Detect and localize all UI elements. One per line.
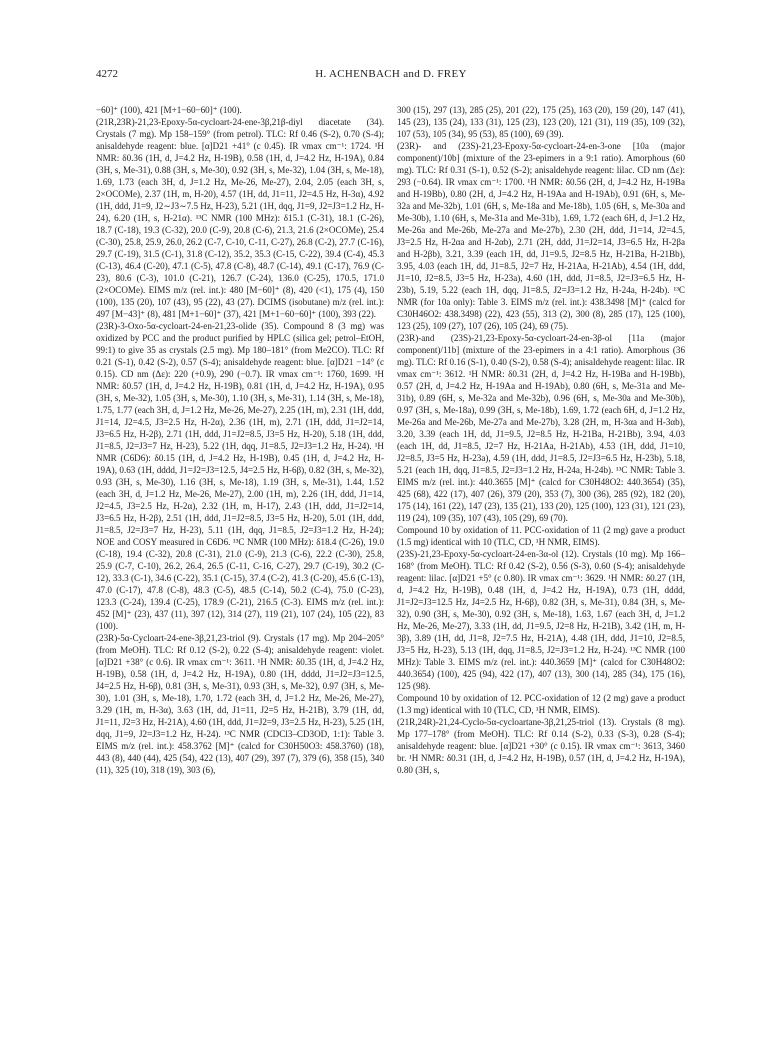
- paragraph: 300 (15), 297 (13), 285 (25), 201 (22), 175 (25), 163 (20), 159 (20), 147 (41), 145 (23), 135 (24), 133 (31), 125 (23), 123 (20), 121 (31), 119 (35), 109 (32), 107 (53), 105 (34), 95 (53), 85 (100), 69 (39).: [397, 105, 685, 139]
- paragraph: (21R,23R)-21,23-Epoxy-5α-cycloart-24-ene-3β,21β-diyl diacetate (34). Crystals (7 mg). Mp 158–159° (from petrol). TLC: Rf 0.46 (S-2), 0.70 (S-4); anisaldehyde reagent: blue. [α]D21 +41° (c 0.45). IR νmax cm⁻¹: 1724. ¹H NMR: δ0.36 (1H, d, J=4.2 Hz, H-19B), 0.58 (1H, d, J=4.2 Hz, H-19A), 0.84 (3H, s, Me-31), 0.88 (3H, s, Me-30), 0.92 (3H, s, Me-32), 1.04 (3H, s, Me-18), 1.69, 1.73 (each 3H, d, J=1.2 Hz, Me-26, Me-27), 2.04, 2.05 (each 3H, s, 2×OCOMe), 2.37 (1H, m, H-20), 4.57 (1H, dd, J1=11, J2=4.5 Hz, H-3α), 4.92 (1H, ddd, J1=9, J2∼J3∼7.5 Hz, H-23), 5.21 (1H, dqq, J1=9, J2=J3=1.2 Hz, H-24), 6.20 (1H, s, H-21α). ¹³C NMR (100 MHz): δ15.1 (C-31), 18.1 (C-26), 18.7 (C-18), 19.3 (C-32), 20.0 (C-9), 20.8 (C-6), 21.3, 21.6 (2×OCOMe), 25.4 (C-30), 25.8, 25.9, 26.0, 26.2 (C-7, C-10, C-11, C-27), 26.8 (C-2), 27.7 (C-16), 29.7 (C-19), 31.5 (C-1), 31.8 (C-12), 35.2, 35.3 (C-15, C-22), 39.4 (C-4), 45.3 (C-13), 46.4 (C-20), 47.1 (C-5), 47.8 (C-8), 48.7 (C-14), 49.1 (C-17), 76.9 (C-23), 80.6 (C-3), 101.0 (C-21), 126.7 (C-24), 136.0 (C-25), 170.5, 171.0 (2×OCOMe). EIMS m/z (rel. int.): 480 [M−60]⁺ (8), 420 (<1), 175 (4), 150 (100), 135 (20), 107 (43), 95 (22), 43 (27). DCIMS (isobutane) m/z (rel. int.): 497 [M−43]⁺ (8), 481 [M+1−60]⁺ (37), 421 [M+1−60−60]⁺ (100), 393 (22).: [96, 117, 384, 319]
- paragraph: (23S)-21,23-Epoxy-5α-cycloart-24-en-3α-ol (12). Crystals (10 mg). Mp 166–168° (from MeOH). TLC: Rf 0.42 (S-2), 0.56 (S-3), 0.60 (S-4); anisaldehyde reagent: lilac. [α]D21 +5° (c 0.80). IR νmax cm⁻¹: 3629. ¹H NMR: δ0.27 (1H, d, J=4.2 Hz, H-19B), 0.48 (1H, d, J=4.2 Hz, H-19A), 0.73 (1H, dddd, J1=J2=J3=12.5 Hz, J4=2.5 Hz, H-6β), 0.82 (3H, s, Me-31), 0.84 (3H, s, Me-32), 0.90 (3H, s, Me-30), 0.92 (3H, s, Me-18), 1.63, 1.67 (each 3H, d, J=1.2 Hz, Me-26, Me-27), 3.33 (1H, dd, J1=9.5, J2=8 Hz, H-21B), 3.42 (1H, m, H-3β), 3.89 (1H, dd, J1=8, J2=7.5 Hz, H-21A), 4.48 (1H, ddd, J1=10, J2=8.5, J3=5 Hz, H-23), 5.13 (1H, dqq, J1=8.5, J2=J3=1.2 Hz, H-24). ¹³C NMR (100 MHz): Table 3. EIMS m/z (rel. int.): 440.3659 [M]⁺ (calcd for C30H48O2: 440.3654) (100), 425 (94), 422 (17), 407 (13), 300 (14), 285 (34), 175 (16), 125 (98).: [397, 549, 685, 691]
- page-header: [96, 68, 686, 84]
- right-column: [397, 104, 685, 1044]
- paragraph: (21R,24R)-21,24-Cyclo-5α-cycloartane-3β,21,25-triol (13). Crystals (8 mg). Mp 177–178° (from MeOH). TLC: Rf 0.14 (S-2), 0.33 (S-3), 0.28 (S-4); anisaldehyde reagent: blue. [α]D21 +30° (c 0.15). IR νmax cm⁻¹: 3613, 3460 br. ¹H NMR: δ0.31 (1H, d, J=4.2 Hz, H-19B), 0.57 (1H, d, J=4.2 Hz, H-19A), 0.80 (3H, s,: [397, 717, 685, 775]
- left-column: [96, 104, 384, 1044]
- paragraph: Compound 10 by oxidation of 12. PCC-oxidation of 12 (2 mg) gave a product (1.3 mg) identical with 10 (TLC, CD, ¹H NMR, EIMS).: [397, 693, 685, 715]
- paragraph: (23R)-3-Oxo-5α-cycloart-24-en-21,23-olide (35). Compound 8 (3 mg) was oxidized by PCC and the product purified by HPLC (silica gel; petrol–EtOH, 99:1) to give 35 as crystals (2.5 mg). Mp 180–181° (from Me2CO). TLC: Rf 0.21 (S-1), 0.42 (S-2), 0.57 (S-4); anisaldehyde reagent: blue. [α]D21 −14° (c 0.15). CD nm (Δε): 220 (+0.9), 290 (−0.7). IR νmax cm⁻¹: 1760, 1699. ¹H NMR: δ0.57 (1H, d, J=4.2 Hz, H-19B), 0.81 (1H, d, J=4.2 Hz, H-19A), 0.95 (3H, s, Me-32), 1.05 (3H, s, Me-30), 1.10 (3H, s, Me-31), 1.14 (3H, s, Me-18), 1.75, 1.77 (each 3H, d, J=1.2 Hz, Me-26, Me-27), 2.25 (1H, m), 2.31 (1H, ddd, J1=14, J2=4.5, J3=2.5 Hz, H-2α), 2.36 (1H, m), 2.71 (1H, ddd, J1=J2=14, J3=6.5 Hz, H-2β), 2.71 (1H, ddd, J1=J2=8.5, J3=5 Hz, H-20), 5.18 (1H, ddd, J1=8.5, J2=J3=7 Hz, H-23), 5.22 (1H, dqq, J1=8.5, J2=J3=1.2 Hz, H-24). ¹H NMR (C6D6): δ0.15 (1H, d, J=4.2 Hz, H-19B), 0.45 (1H, d, J=4.2 Hz, H-19A), 0.63 (1H, dddd, J1=J2=J3=12.5, J4=2.5 Hz, H-6β), 0.82 (3H, s, Me-32), 0.93 (3H, s, Me-30), 1.16 (3H, s, Me-18), 1.19 (3H, s, Me-31), 1.44, 1.52 (each 3H, d, J=1.2 Hz, Me-26, Me-27), 2.00 (1H, m), 2.26 (1H, ddd, J1=14, J2=4.5, J3=2.5 Hz, H-2α), 2.32 (1H, m, H-17), 2.43 (1H, ddd, J1=J2=14, J3=6.5 Hz, H-2β), 2.51 (1H, ddd, J1=J2=8.5, J3=5 Hz, H-20), 5.01 (1H, ddd, J1=8.5, J2=J3=7 Hz, H-23), 5.11 (1H, dqq, J1=8.5, J2=J3=1.2 Hz, H-24); NOE and COSY measured in C6D6. ¹³C NMR (100 MHz): δ18.4 (C-26), 19.0 (C-18), 19.4 (C-32), 20.8 (C-31), 21.0 (C-9), 21.3 (C-6), 22.2 (C-30), 25.8, 25.9 (C-7, C-10), 26.2, 26.4, 26.5 (C-11, C-16, C-27), 29.7 (C-19), 30.2 (C-12), 33.3 (C-1), 34.6 (C-22), 35.1 (C-15), 37.4 (C-2), 41.3 (C-20), 45.6 (C-13), 47.0 (C-17), 47.8 (C-8), 48.3 (C-5), 48.5 (C-14), 50.2 (C-4), 75.0 (C-23), 123.3 (C-24), 139.4 (C-25), 178.9 (C-21), 216.5 (C-3). EIMS m/z (rel. int.): 452 [M]⁺ (23), 437 (11), 397 (12), 314 (27), 119 (21), 107 (24), 105 (22), 83 (100).: [96, 321, 384, 631]
- paragraph: (23R)- and (23S)-21,23-Epoxy-5α-cycloart-24-en-3-one [10a (major component)/10b] (mixture of the 23-epimers in a 9:1 ratio). Amorphous (60 mg). TLC: Rf 0.31 (S-1), 0.52 (S-2); anisaldehyde reagent: lilac. CD nm (Δε): 293 (−0.64). IR νmax cm⁻¹: 1700. ¹H NMR: δ0.56 (2H, d, J=4.2 Hz, H-19Ba and H-19Bb), 0.80 (2H, d, J=4.2 Hz, H-19Aa and H-19Ab), 0.91 (6H, s, Me-32a and Me-32b), 1.01 (6H, s, Me-18a and Me-18b), 1.05 (6H, s, Me-30a and Me-30b), 1.10 (6H, s, Me-31a and Me-31b), 1.69, 1.72 (each 6H, d, J=1.2 Hz, Me-26a and Me-26b, Me-27a and Me-27b), 2.30 (2H, ddd, J1=14, J2=4.5, J3=2.5 Hz, H-2αa and H-2αb), 2.71 (2H, ddd, J1=J2=14, J3=6.5 Hz, H-2βa and H-2βb), 3.21, 3.39 (each 1H, dd, J1=9.5, J2=8.5 Hz, H-21Ba, H-21Bb), 3.95, 4.03 (each 1H, dd, J1=8.5, J2=7 Hz, H-21Aa, H-21Ab), 4.54 (1H, ddd, J1=10, J2=8.5, J3=5 Hz, H-23a), 4.60 (1H, ddd, J1=8.5, J2=J3=6.5 Hz, H-23b), 5.19, 5.22 (each 1H, dqq, J1=8.5, J2=J3=1.2 Hz, H-24a, H-24b). ¹³C NMR (for 10a only): Table 3. EIMS m/z (rel. int.): 438.3498 [M]⁺ (calcd for C30H46O2: 438.3498) (22), 423 (55), 313 (2), 300 (8), 285 (17), 125 (100), 123 (25), 109 (27), 107 (26), 105 (24), 69 (75).: [397, 141, 685, 331]
- running-head: H. ACHENBACH and D. FREY: [315, 68, 467, 80]
- paragraph: −60]⁺ (100), 421 [M+1−60−60]⁺ (100).: [96, 105, 242, 115]
- paragraph: (23R)-and (23S)-21,23-Epoxy-5α-cycloart-24-en-3β-ol [11a (major component)/11b] (mixture of the 23-epimers in a 4:1 ratio). Amorphous (36 mg). TLC: Rf 0.16 (S-1), 0.40 (S-2), 0.58 (S-4); anisaldehyde reagent: lilac. IR νmax cm⁻¹: 3612. ¹H NMR: δ0.31 (2H, d, J=4.2 Hz, H-19Ba and H-19Bb), 0.57 (2H, d, J=4.2 Hz, H-19Aa and H-19Ab), 0.80 (6H, s, Me-31a and Me-31b), 0.89 (6H, s, Me-32a and Me-32b), 0.96 (6H, s, Me-30a and Me-30b), 0.97 (3H, s, Me-18a), 0.99 (3H, s, Me-18b), 1.69, 1.72 (each 6H, d, J=1.2 Hz, Me-26a and Me-26b, Me-27a and Me-27b), 3.28 (2H, m, H-3αa and H-3αb), 3.20, 3.39 (each 1H, dd, J1=9.5, J2=8.5 Hz, H-21Ba, H-21Bb), 3.94, 4.03 (each 1H, dd, J1=8.5, J2=7 Hz, H-21Aa, H-21Ab), 4.53 (1H, ddd, J1=10, J2=8.5, J3=5 Hz, H-23a), 4.59 (1H, ddd, J1=8.5, J2=J3=6.5 Hz, H-23b), 5.18, 5.21 (each 1H, dqq, J1=8.5, J2=J3=1.2 Hz, H-24a, H-24b). ¹³C NMR: Table 3. EIMS m/z (rel. int.): 440.3655 [M]⁺ (calcd for C30H48O2: 440.3654) (35), 425 (68), 422 (17), 407 (26), 379 (20), 353 (7), 300 (36), 285 (92), 182 (20), 175 (14), 161 (22), 147 (23), 135 (21), 133 (20), 125 (100), 123 (31), 121 (23), 119 (24), 109 (35), 107 (43), 105 (29), 69 (70).: [397, 333, 685, 523]
- paragraph: Compound 10 by oxidation of 11. PCC-oxidation of 11 (2 mg) gave a product (1.5 mg) identical with 10 (TLC, CD, ¹H NMR, EIMS).: [397, 525, 685, 547]
- page-number: 4272: [96, 68, 118, 80]
- paragraph: (23R)-5α-Cycloart-24-ene-3β,21,23-triol (9). Crystals (17 mg). Mp 204–205° (from MeOH). TLC: Rf 0.12 (S-2), 0.22 (S-4); anisaldehyde reagent: violet. [α]D21 +38° (c 0.6). IR νmax cm⁻¹: 3611. ¹H NMR: δ0.35 (1H, d, J=4.2 Hz, H-19B), 0.58 (1H, d, J=4.2 Hz, H-19A), 0.80 (1H, dddd, J1=J2=J3=12.5, J4=2.5 Hz, H-6β), 0.81 (3H, s, Me-31), 0.93 (3H, s, Me-32), 0.97 (3H, s, Me-30), 1.01 (3H, s, Me-18), 1.70, 1.72 (each 3H, d, J=1.2 Hz, Me-26, Me-27), 3.29 (1H, m, H-3α), 3.63 (1H, dd, J1=11, J2=5 Hz, H-21B), 3.79 (1H, dd, J1=11, J2=3 Hz, H-21A), 4.60 (1H, ddd, J1=J2=9, J3=2.5 Hz, H-23), 5.25 (1H, dqq, J1=9, J2=J3=1.2 Hz, H-24). ¹³C NMR (CDCl3–CD3OD, 1:1): Table 3. EIMS m/z (rel. int.): 458.3762 [M]⁺ (calcd for C30H50O3: 458.3760) (18), 443 (8), 440 (44), 425 (54), 422 (13), 407 (29), 397 (7), 379 (6), 358 (15), 340 (11), 325 (10), 318 (19), 303 (6),: [96, 633, 384, 775]
